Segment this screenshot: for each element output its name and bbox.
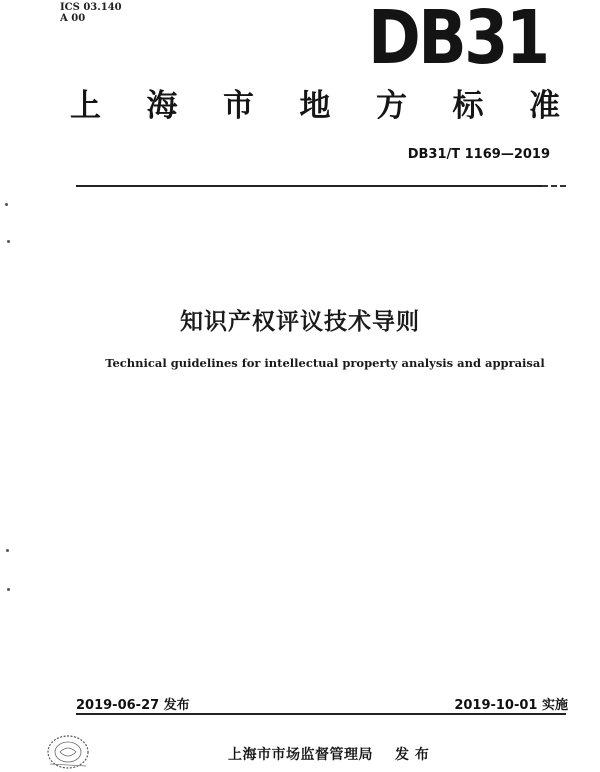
- standard-type-char: 海: [146, 88, 178, 124]
- document-title: 知识产权评议技术导则: [180, 309, 420, 335]
- issuer-seal-icon: [40, 728, 96, 772]
- issuer-action: 发 布: [395, 747, 430, 763]
- scan-speck: [7, 240, 10, 243]
- scan-speck: [7, 588, 10, 591]
- standard-type-char: 地: [299, 88, 331, 124]
- issue-date: 2019-06-27 发布: [76, 698, 190, 713]
- ics-code: ICS 03.140: [60, 2, 122, 13]
- scan-speck: [6, 549, 9, 552]
- document-subtitle: Technical guidelines for intellectual property analysis and appraisal: [105, 356, 545, 370]
- standard-type-char: 方: [376, 88, 407, 124]
- implementation-date: 2019-10-01 实施: [454, 698, 568, 713]
- standard-number: DB31/T 1169—2019: [407, 147, 550, 162]
- standard-type-char: 市: [223, 88, 254, 124]
- ccs-code: A 00: [60, 13, 86, 24]
- standard-type-heading: [70, 86, 560, 126]
- standard-mark: DB31: [368, 0, 548, 81]
- top-divider-tail: [542, 185, 566, 187]
- issuer-name: 上海市市场监督管理局: [228, 747, 373, 763]
- standard-type-char: 标: [452, 88, 484, 124]
- standard-type-char: 上: [70, 88, 101, 124]
- bottom-divider: [76, 713, 566, 715]
- standard-type-char: 准: [529, 88, 560, 124]
- top-divider: [76, 185, 542, 187]
- issuer-line: [228, 744, 429, 764]
- scan-speck: [5, 203, 8, 206]
